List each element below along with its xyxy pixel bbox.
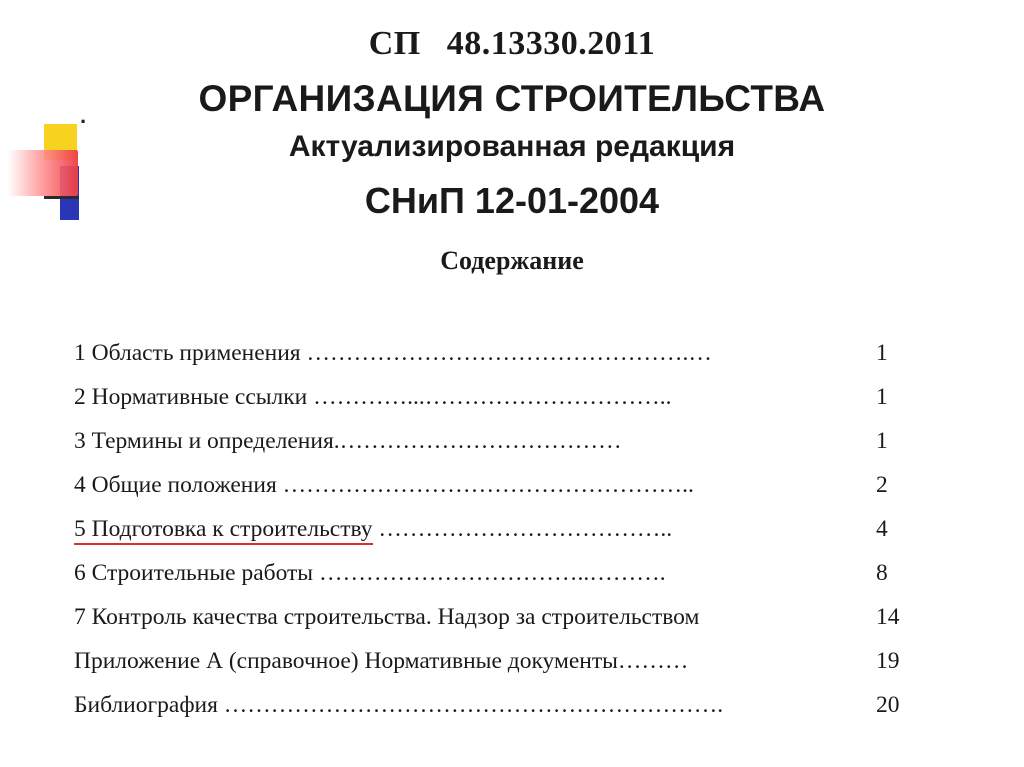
toc-item — [74, 683, 914, 727]
toc-item-page: 1 — [876, 384, 888, 410]
toc-item-page: 1 — [876, 340, 888, 366]
toc-item-page: 14 — [876, 604, 900, 630]
toc-item-label: 7 Контроль качества строительства. Надзор за строительством — [74, 604, 700, 630]
document-snip-code: СНиП 12-01-2004 — [364, 180, 660, 221]
table-of-contents — [74, 331, 914, 727]
toc-item — [74, 595, 914, 639]
title-bullet: . — [80, 103, 87, 128]
document-subtitle: Актуализированная редакция — [288, 130, 736, 163]
toc-item-page: 8 — [876, 560, 888, 586]
toc-item-label-leader: ……………………………….. — [372, 516, 673, 542]
toc-item — [74, 463, 914, 507]
toc-item-page: 2 — [876, 472, 888, 498]
toc-item-label: 3 Термины и определения.……………………………… — [74, 428, 622, 454]
toc-item — [74, 375, 914, 419]
toc-item — [74, 419, 914, 463]
contents-heading: Содержание — [440, 246, 584, 275]
toc-item-label-underlined: 5 Подготовка к строительству — [74, 516, 373, 545]
toc-item-page: 1 — [876, 428, 888, 454]
toc-item-label: 2 Нормативные ссылки …………...………………………….. — [74, 384, 672, 410]
toc-item-page: 20 — [876, 692, 900, 718]
document-code-number: 48.13330.2011 — [446, 25, 656, 62]
document-title: ОРГАНИЗАЦИЯ СТРОИТЕЛЬСТВА — [198, 78, 826, 119]
toc-item-page: 4 — [876, 516, 888, 542]
document-code-line — [0, 25, 1024, 63]
toc-item-label — [74, 507, 672, 551]
toc-item-label: 1 Область применения ………………………………………….… — [74, 340, 712, 366]
toc-item-label: 4 Общие положения …………………………………………….. — [74, 472, 694, 498]
toc-item — [74, 507, 914, 551]
toc-item — [74, 551, 914, 595]
toc-item-label: Приложение А (справочное) Нормативные документы……… — [74, 648, 689, 674]
toc-item-label: Библиография ………………………………………………………. — [74, 692, 724, 718]
document-code-prefix: СП — [368, 25, 421, 62]
toc-item — [74, 639, 914, 683]
toc-item-page: 19 — [876, 648, 900, 674]
toc-item-label: 6 Строительные работы ……………………………..………. — [74, 560, 666, 586]
toc-item — [74, 331, 914, 375]
